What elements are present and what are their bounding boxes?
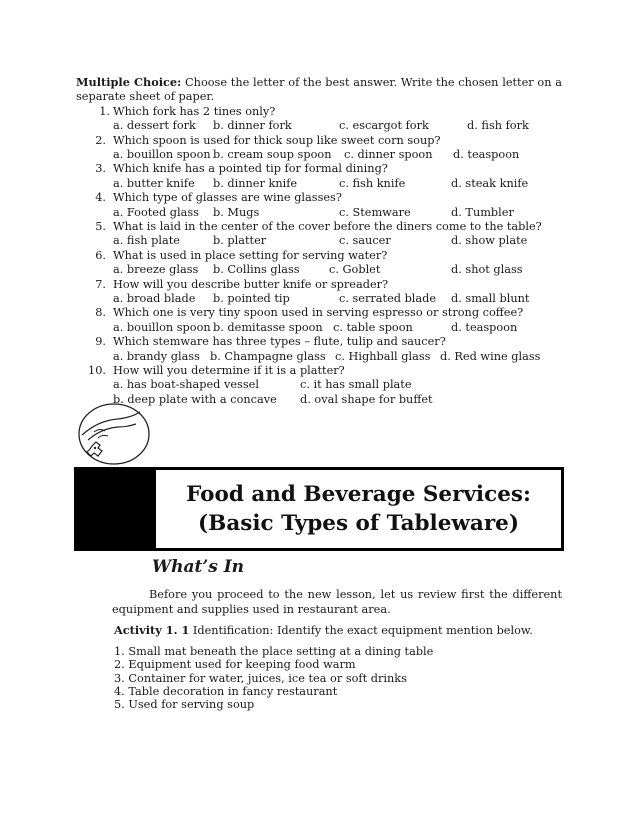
question-2	[76, 134, 562, 148]
question-6	[76, 249, 562, 263]
option-d: d. small blunt	[451, 292, 530, 305]
instructions-text: Choose the letter of the best answer. Write the chosen letter on a separate sheet of paper.	[76, 76, 562, 104]
option-c: c. dinner spoon	[344, 148, 433, 162]
list-item: 1. Small mat beneath the place setting at a dining table	[114, 645, 434, 658]
option-b: b. dinner knife	[213, 176, 298, 190]
question-text: Which type of glasses are wine glasses?	[113, 191, 342, 205]
activity-line	[114, 623, 533, 637]
activity-label: Activity 1. 1	[114, 623, 190, 637]
option-b: b. dinner fork	[213, 119, 292, 133]
option-c: c. escargot fork	[339, 119, 429, 133]
options-row	[113, 378, 562, 392]
question-text: How will you describe butter knife or spreader?	[113, 277, 389, 291]
option-a: a. breeze glass	[113, 263, 199, 277]
question-number: 10.	[88, 363, 106, 377]
option-d: d. steak knife	[451, 176, 529, 190]
banner-title-line-2: (Basic Types of Tableware)	[198, 511, 519, 536]
question-text: How will you determine if it is a platter?	[113, 363, 345, 377]
options-row	[113, 321, 562, 335]
option-a: a. butter knife	[113, 176, 195, 190]
option-d: d. Tumbler	[451, 205, 514, 219]
hand-puzzle-icon	[74, 402, 154, 468]
option-c: c. table spoon	[333, 320, 413, 334]
question-5	[76, 220, 562, 234]
option-d: d. show plate	[451, 234, 528, 248]
option-c: c. Highball glass	[335, 349, 431, 363]
option-a: a. Footed glass	[113, 205, 199, 219]
question-text: Which knife has a pointed tip for formal dining?	[113, 162, 388, 176]
title-box	[156, 470, 561, 548]
option-c: c. Goblet	[329, 263, 381, 277]
question-text: Which spoon is used for thick soup like sweet corn soup?	[113, 133, 441, 147]
option-b: b. platter	[213, 234, 267, 248]
question-9	[76, 335, 562, 349]
option-b: b. Mugs	[213, 205, 260, 219]
instructions-label: Multiple Choice:	[76, 75, 182, 89]
list-item: 3. Container for water, juices, ice tea or soft drinks	[114, 671, 407, 685]
question-4	[76, 191, 562, 205]
question-8	[76, 306, 562, 320]
activity-text: Identification: Identify the exact equipment mention below.	[192, 624, 533, 637]
option-a: a. brandy glass	[113, 349, 200, 363]
question-text: Which stemware has three types – flute, tulip and saucer?	[113, 335, 446, 349]
intro-paragraph: Before you proceed to the new lesson, let us review first the different equipment and supplies used in restaurant area.	[112, 588, 562, 616]
option-a: a. broad blade	[113, 292, 196, 305]
list-item: 5. Used for serving soup	[114, 698, 255, 712]
list-item: 2. Equipment used for keeping food warm	[114, 658, 356, 672]
option-d: d. shot glass	[451, 263, 523, 277]
option-b: b. demitasse spoon	[213, 320, 323, 334]
multiple-choice-section	[76, 75, 562, 407]
question-number: 8.	[95, 306, 106, 320]
options-row	[113, 119, 562, 133]
question-number: 6.	[95, 248, 106, 262]
options-row	[113, 292, 562, 306]
question-text: Which one is very tiny spoon used in serving espresso or strong coffee?	[113, 306, 524, 320]
question-text: What is laid in the center of the cover before the diners come to the table?	[113, 220, 542, 233]
section-heading: What’s In	[152, 557, 245, 577]
option-d: d. fish fork	[467, 119, 529, 133]
option-c: c. fish knife	[339, 176, 406, 190]
question-number: 3.	[95, 162, 106, 176]
question-7	[76, 278, 562, 292]
question-1	[76, 105, 562, 119]
option-a: a. has boat-shaped vessel	[113, 378, 259, 392]
option-a: a. bouillon spoon	[113, 320, 211, 334]
option-d: d. teaspoon	[453, 148, 520, 162]
option-c: c. serrated blade	[339, 292, 437, 305]
option-b: b. pointed tip	[213, 292, 290, 305]
option-c: c. Stemware	[339, 205, 411, 219]
title-banner	[74, 467, 564, 551]
option-d: d. Red wine glass	[440, 349, 541, 363]
question-3	[76, 162, 562, 176]
question-number: 2.	[95, 133, 106, 147]
question-number: 9.	[95, 335, 106, 349]
options-row	[113, 263, 562, 277]
question-number: 7.	[95, 277, 106, 291]
question-number: 5.	[95, 220, 106, 233]
options-row	[113, 177, 562, 191]
options-row	[113, 148, 562, 162]
identification-list	[114, 645, 433, 711]
option-d: d. oval shape for buffet	[300, 392, 433, 406]
option-a: a. dessert fork	[113, 119, 196, 133]
option-c: c. saucer	[339, 234, 391, 248]
list-item: 4. Table decoration in fancy restaurant	[114, 684, 338, 698]
options-row	[113, 206, 562, 220]
question-text: What is used in place setting for serving water?	[113, 248, 388, 262]
option-b: b. cream soup spoon	[213, 148, 332, 162]
options-row	[113, 234, 562, 248]
option-b: b. Collins glass	[213, 263, 300, 277]
options-row	[113, 350, 562, 364]
question-number: 1.	[99, 104, 110, 118]
question-10	[76, 364, 562, 378]
option-c: c. it has small plate	[300, 378, 412, 392]
option-a: a. fish plate	[113, 234, 180, 248]
question-number: 4.	[95, 191, 106, 205]
banner-title-line-1: Food and Beverage Services:	[186, 482, 531, 507]
option-a: a. bouillon spoon	[113, 148, 211, 162]
option-b: b. deep plate with a concave	[113, 392, 277, 406]
instructions	[76, 75, 562, 105]
options-row	[113, 393, 562, 407]
option-b: b. Champagne glass	[210, 349, 326, 363]
question-text: Which fork has 2 tines only?	[113, 104, 276, 118]
option-d: d. teaspoon	[451, 320, 518, 334]
